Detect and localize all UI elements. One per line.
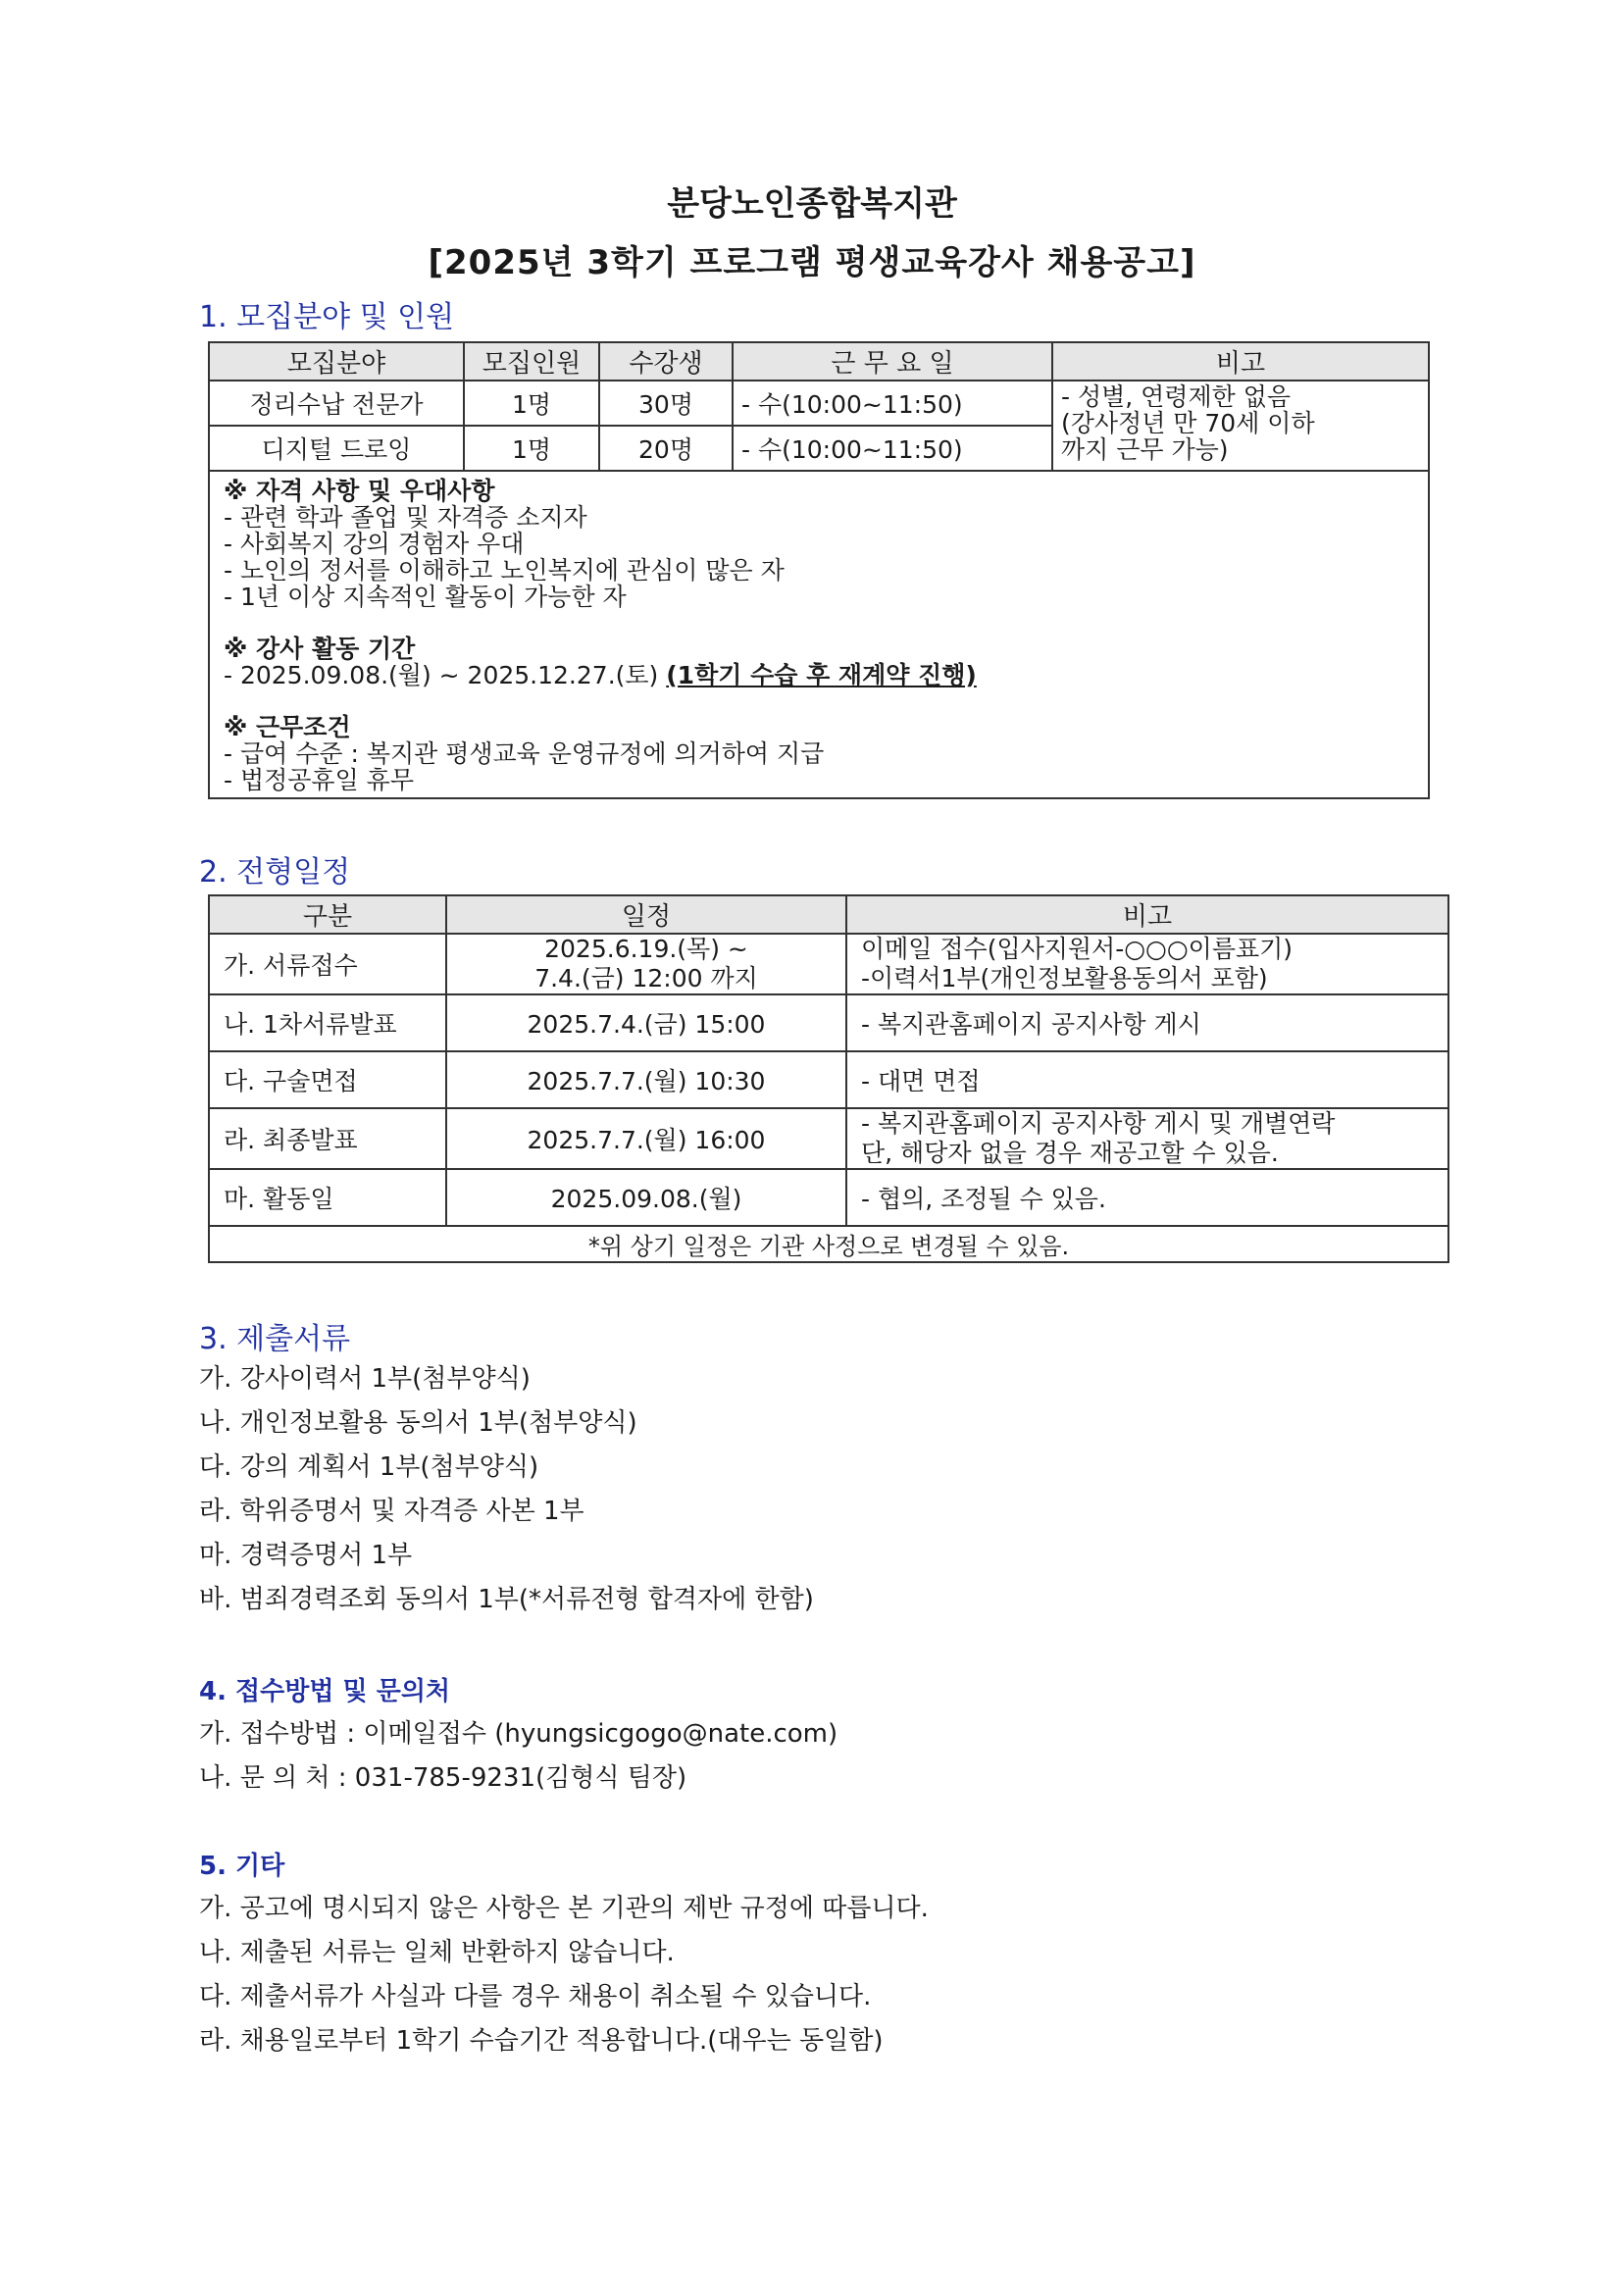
list-item: 마. 경력증명서 1부: [199, 1541, 413, 1570]
column-header: 모집분야: [209, 342, 464, 381]
stage-cell: 라. 최종발표: [209, 1108, 446, 1169]
note-cell: - 대면 면접: [846, 1051, 1448, 1108]
note-line: (강사정년 만 70세 이하: [1061, 409, 1315, 437]
list-item: 다. 강의 계획서 1부(첨부양식): [199, 1452, 539, 1482]
section-heading-recruitment: 1. 모집분야 및 인원: [199, 300, 455, 334]
qualification-cell: [209, 471, 1429, 798]
note-cell: [846, 934, 1448, 994]
qualification-item: - 사회복지 강의 경험자 우대: [224, 530, 525, 558]
period-line: [224, 662, 1414, 688]
column-header: 수강생: [599, 342, 733, 381]
field-cell: 디지털 드로잉: [209, 426, 464, 471]
column-header: 모집인원: [464, 342, 599, 381]
stage-cell: 마. 활동일: [209, 1169, 446, 1226]
stage-cell: 다. 구술면접: [209, 1051, 446, 1108]
qualification-item: - 1년 이상 지속적인 활동이 가능한 자: [224, 583, 627, 611]
table-row: [209, 994, 1448, 1051]
note-line: - 성별, 연령제한 없음: [1061, 382, 1292, 411]
list-item: 라. 채용일로부터 1학기 수습기간 적용합니다.(대우는 동일함): [199, 2026, 884, 2056]
note-cell: [846, 1108, 1448, 1169]
note-cell: - 복지관홈페이지 공지사항 게시: [846, 994, 1448, 1051]
date-cell: 2025.7.4.(금) 15:00: [446, 994, 846, 1051]
table-row: [209, 381, 1429, 426]
list-item: 라. 학위증명서 및 자격증 사본 1부: [199, 1497, 584, 1526]
qualification-heading: ※ 자격 사항 및 우대사항: [224, 477, 495, 505]
table-header-row: [209, 342, 1429, 381]
date-line: 7.4.(금) 12:00 까지: [534, 964, 758, 992]
column-header: 일정: [446, 895, 846, 934]
qualification-item: - 관련 학과 졸업 및 자격증 소지자: [224, 503, 587, 532]
table-row: [209, 1169, 1448, 1226]
list-item: 나. 개인정보활용 동의서 1부(첨부양식): [199, 1408, 637, 1438]
students-cell: 20명: [599, 426, 733, 471]
schedule-table: [208, 894, 1449, 1263]
list-item: 나. 제출된 서류는 일체 반환하지 않습니다.: [199, 1938, 675, 1967]
table-row: [209, 934, 1448, 994]
documents-list: [199, 1357, 814, 1622]
stage-cell: 가. 서류접수: [209, 934, 446, 994]
period-heading: ※ 강사 활동 기간: [224, 635, 416, 663]
list-item: 나. 문 의 처 : 031-785-9231(김형식 팀장): [199, 1763, 687, 1793]
note-line: 이메일 접수(입사지원서-○○○이름표기): [861, 935, 1294, 963]
date-line: 2025.6.19.(목) ~: [544, 935, 748, 963]
section-heading-documents: 3. 제출서류: [199, 1322, 351, 1356]
date-cell: 2025.09.08.(월): [446, 1169, 846, 1226]
column-header: 비고: [846, 895, 1448, 934]
note-line: -이력서1부(개인정보활용동의서 포함): [861, 964, 1268, 992]
conditions-item: - 법정공휴일 휴무: [224, 766, 414, 794]
qualification-item: - 노인의 정서를 이해하고 노인복지에 관심이 많은 자: [224, 556, 785, 585]
conditions-item: - 급여 수준 : 복지관 평생교육 운영규정에 의거하여 지급: [224, 739, 825, 768]
period-underlined-note: (1학기 수습 후 재계약 진행): [666, 661, 977, 689]
table-header-row: [209, 895, 1448, 934]
qualification-row: [209, 471, 1429, 798]
column-header: 구분: [209, 895, 446, 934]
list-item: 바. 범죄경력조회 동의서 1부(*서류전형 합격자에 한함): [199, 1585, 814, 1614]
students-cell: 30명: [599, 381, 733, 426]
conditions-heading: ※ 근무조건: [224, 713, 351, 741]
note-cell: [1052, 381, 1429, 471]
schedule-cell: - 수(10:00~11:50): [733, 381, 1052, 426]
column-header: 비고: [1052, 342, 1429, 381]
other-list: [199, 1887, 929, 2063]
table-row: [209, 1108, 1448, 1169]
stage-cell: 나. 1차서류발표: [209, 994, 446, 1051]
organization-name: 분당노인종합복지관: [667, 184, 957, 224]
section-heading-other: 5. 기타: [199, 1852, 285, 1881]
date-cell: [446, 934, 846, 994]
page-title: [2025년 3학기 프로그램 평생교육강사 채용공고]: [428, 243, 1196, 282]
schedule-cell: - 수(10:00~11:50): [733, 426, 1052, 471]
count-cell: 1명: [464, 381, 599, 426]
list-item: 가. 공고에 명시되지 않은 사항은 본 기관의 제반 규정에 따릅니다.: [199, 1894, 929, 1923]
period-text: - 2025.09.08.(월) ~ 2025.12.27.(토): [224, 661, 667, 689]
date-cell: 2025.7.7.(월) 10:30: [446, 1051, 846, 1108]
table-row: [209, 1051, 1448, 1108]
list-item: 가. 강사이력서 1부(첨부양식): [199, 1364, 531, 1394]
field-cell: 정리수납 전문가: [209, 381, 464, 426]
table-footnote-row: [209, 1226, 1448, 1262]
section-heading-application: 4. 접수방법 및 문의처: [199, 1677, 451, 1706]
list-item: 다. 제출서류가 사실과 다를 경우 채용이 취소될 수 있습니다.: [199, 1982, 872, 2011]
recruitment-table: [208, 341, 1430, 799]
note-line: - 복지관홈페이지 공지사항 게시 및 개별연락: [861, 1109, 1336, 1138]
note-line: 단, 해당자 없을 경우 재공고할 수 있음.: [861, 1139, 1279, 1167]
note-cell: - 협의, 조정될 수 있음.: [846, 1169, 1448, 1226]
application-list: [199, 1712, 837, 1801]
list-item: 가. 접수방법 : 이메일접수 (hyungsicgogo@nate.com): [199, 1719, 838, 1749]
schedule-footnote: *위 상기 일정은 기관 사정으로 변경될 수 있음.: [209, 1226, 1448, 1262]
count-cell: 1명: [464, 426, 599, 471]
column-header: 근 무 요 일: [733, 342, 1052, 381]
section-heading-schedule: 2. 전형일정: [199, 855, 351, 890]
date-cell: 2025.7.7.(월) 16:00: [446, 1108, 846, 1169]
note-line: 까지 근무 가능): [1061, 435, 1229, 464]
